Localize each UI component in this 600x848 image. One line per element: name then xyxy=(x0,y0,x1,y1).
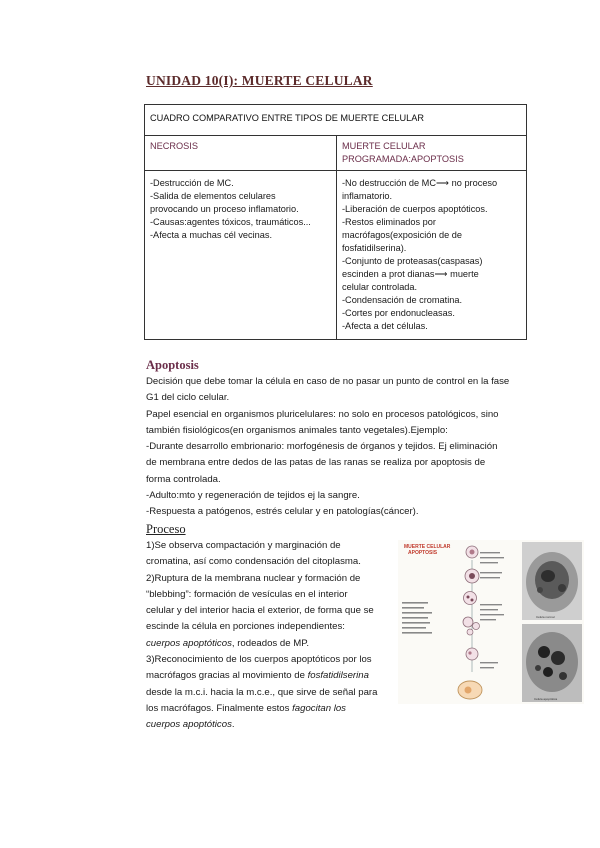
macrophage-diagram xyxy=(458,681,482,699)
apoptosis-header: MUERTE CELULAR PROGRAMADA:APOPTOSIS xyxy=(337,136,527,171)
figure-subtitle: APOPTOSIS xyxy=(408,550,438,556)
svg-text:Célula normal: Célula normal xyxy=(536,615,555,619)
proceso-paragraph: 1)Se observa compactación y marginación de cromatina, así como condensación del citoplasma. 2)Ruptura de la membrana nuclear y formación de “blebbing”: formación de vesículas en el interior celular y del interior hacia el exterior, de forma que se escinde la célula en porciones independientes: cuerpos apoptóticos, rodeados de MP. 3)Reconocimiento de los cuerpos apoptóticos por los macrófagos gracias al movimiento de fosfatidilserina desde la m.c.i. hacia la m.c.e., que sirve de señal para los macrófagos. Finalmente estos fagocitan los cuerpos apoptóticos. xyxy=(146,540,378,731)
apoptosis-heading: Apoptosis xyxy=(146,358,199,372)
cell-diagram-4 xyxy=(463,617,480,635)
micrograph-2 xyxy=(522,624,582,702)
apoptosis-paragraph: Decisión que debe tomar la célula en caso de no pasar un punto de control en la fase G1 del ciclo celular. Papel esencial en organismos pluricelulares: no solo en procesos patológicos, sino también fisiológicos(en organismos animales tanto vegetales).Ejemplo: -Durante desarrollo embrionario: morfogénesis de órganos y tejidos. Ej eliminación de membrana entre dedos de las patas de las ranas se realiza por apoptosis de forma controlada. -Adulto:mto y regeneración de tejidos ej la sangre. -Respuesta a patógenos, estrés celular y en patologías(cáncer). xyxy=(146,376,510,518)
cell-diagram-3 xyxy=(464,592,477,605)
micrograph-1 xyxy=(522,542,582,620)
cell-diagram-2 xyxy=(465,569,479,583)
svg-text:Célula apoptótica: Célula apoptótica xyxy=(534,697,558,701)
apoptosis-cell: -No destrucción de MC⟶ no proceso inflamatorio. -Liberación de cuerpos apoptóticos. -Restos eliminados por macrófagos(exposición de de fosfatidilserina). -Conjunto de proteasas(caspasas) escinden a prot dianas⟶ muerte celular controlada. -Condensación de cromatina. -Cortes por endonucleasas. -Afecta a det células. xyxy=(337,171,527,340)
necrosis-header: NECROSIS xyxy=(145,136,337,171)
comparison-table xyxy=(144,104,527,340)
cell-diagram-1 xyxy=(466,546,478,558)
table-title: CUADRO COMPARATIVO ENTRE TIPOS DE MUERTE CELULAR xyxy=(145,105,527,136)
apoptosis-figure xyxy=(398,540,584,704)
page-title: UNIDAD 10(I): MUERTE CELULAR xyxy=(146,73,373,88)
cell-diagram-5 xyxy=(466,648,478,660)
apoptosis-diagram xyxy=(398,540,584,704)
necrosis-cell: -Destrucción de MC. -Salida de elementos celulares provocando un proceso inflamatorio. -Causas:agentes tóxicos, traumáticos... -Afecta a muchas cél vecinas. xyxy=(145,171,337,340)
proceso-heading: Proceso xyxy=(146,522,186,536)
figure-labels xyxy=(402,552,504,668)
figure-title: MUERTE CELULAR xyxy=(404,544,451,550)
